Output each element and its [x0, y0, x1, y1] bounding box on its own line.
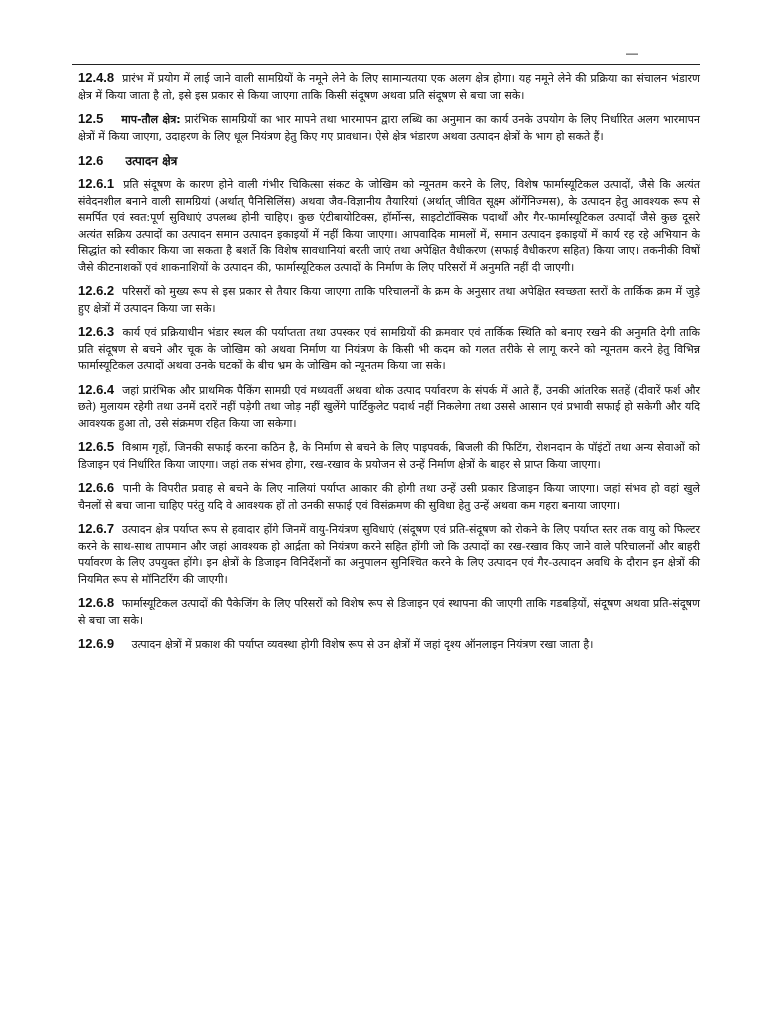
section-heading: उत्पादन क्षेत्र: [125, 154, 178, 168]
section-number: 12.6.6: [78, 480, 115, 495]
section-number: 12.6.8: [78, 595, 115, 610]
section-text: प्रारंभिक सामग्रियों का भार मापने तथा भारमापन द्वारा लब्धि का अनुमान का कार्य उनके उपयोग के लिए निर्धारित अलग भारमापन क्षेत्रों में किया जाएगा, उदाहरण के लिए धूल नियंत्रण हेतु किए गए प्रावधान। ऐसे क्षेत्र भंडारण अथवा उत्पादन क्षेत्रों के भाग हो सकते हैं।: [78, 113, 701, 143]
section-text: प्रति संदूषण के कारण होने वाली गंभीर चिकित्सा संकट के जोखिम को न्यूनतम करने के लिए, विशेष फार्मास्यूटिकल उत्पादों, जैसे कि अत्यंत संवेदनशील बनाने वाली सामग्रियां (अर्थात् पैनिसिलिंस) अथवा जैव-विज्ञानीय तैयारियां (अर्थात् जीवित सूक्ष्म ऑर्गेनिज्मस), के उत्पादन हेतु आवश्यक रूप से समर्पित एवं स्वत:पूर्ण सुविधाएं उपलब्ध होनी चाहिए। कुछ एंटीबायोटिक्स, हॉर्मोन्स, साइटोटॉक्सिक पदार्थों और गैर-फार्मास्यूटिकल उत्पादों जैसे कुछ दूसरे अत्यंत सक्रिय उत्पादों का उत्पादन समान उत्पादन इकाइयों में नहीं किया जाएगा। आपवादिक मामलों में, समान उत्पादन इकाइयों में कार्य रह रहे अभियान के सिद्धांत को स्वीकार किया जा सकता है बशर्ते कि विशेष सावधानियां बरती जाएं तथा अपेक्षित वैधीकरण (सफाई वैधीकरण सहित) किया जाए। तकनीकी विषों जैसे कीटनाशकों एवं शाकनाशियों के उत्पादन की, फार्मास्यूटिकल उत्पादों के निर्माण के लिए परिसरों में अनुमति नहीं दी जाएगी।: [78, 178, 700, 274]
section-text: विश्राम गृहों, जिनकी सफाई करना कठिन है, के निर्माण से बचने के लिए पाइपवर्क, बिजली की फिटिंग, रोशनदान के पॉइंटों तथा अन्य सेवाओं को डिजाइन एवं निर्धारित किया जाएगा। जहां तक संभव होगा, रख-रखाव के प्रयोजन से उन्हें निर्माण क्षेत्रों के बाहर से प्राप्त किया जाएगा।: [78, 441, 700, 471]
section-text: फार्मास्यूटिकल उत्पादों की पैकेजिंग के लिए परिसरों को विशेष रूप से डिजाइन एवं स्थापना की जाएगी ताकि गडबड़ियों, संदूषण अथवा प्रति-संदूषण से बचा जा सके।: [78, 597, 700, 627]
header-rule: [72, 64, 700, 65]
section-title: माप-तौल क्षेत्र:: [121, 113, 181, 126]
section-text: प्रारंभ में प्रयोग में लाई जाने वाली सामग्रियों के नमूने लेने के लिए सामान्यतया एक अलग क्षेत्र होगा। यह नमूने लेने की प्रक्रिया का संचालन भंडारण क्षेत्र में किया जाता है तो, इसे इस प्रकार से किया जाएगा ताकि किसी संदूषण अथवा प्रति संदूषण से बचा जा सके।: [78, 72, 701, 102]
section-text: उत्पादन क्षेत्रों में प्रकाश की पर्याप्त व्यवस्था होगी विशेष रूप से उन क्षेत्रों में जहां दृश्य ऑनलाइन नियंत्रण रखा जाता है।: [131, 638, 594, 651]
section-12-6-heading: [78, 152, 700, 170]
section-number: 12.6.7: [78, 521, 115, 536]
section-12-4-8: [78, 70, 700, 104]
section-number: 12.5: [78, 111, 104, 126]
section-text: पानी के विपरीत प्रवाह से बचने के लिए नालियां पर्याप्त आकार की होगी तथा उन्हें उसी प्रकार डिजाइन किया जाएगा। जहां संभव हो वहां खुले चैनलों से बचा जाना चाहिए परंतु यदि वे आवश्यक हों तो उनकी सफाई एवं विसंक्रमण की सुविधा हेतु उन्हें अथवा कम गहरा बनाया जाएगा।: [78, 482, 700, 512]
section-12-6-2: [78, 283, 700, 317]
section-number: 12.6.1: [78, 176, 115, 191]
section-number: 12.6: [78, 153, 104, 168]
section-12-6-1: [78, 176, 700, 276]
section-number: 12.6.4: [78, 381, 115, 397]
section-number: 12.6.2: [78, 283, 115, 298]
section-number: 12.4.8: [78, 70, 115, 85]
section-12-6-6: [78, 480, 700, 514]
section-12-6-8: [78, 595, 700, 629]
section-12-5: [78, 111, 700, 145]
section-text: उत्पादन क्षेत्र पर्याप्त रूप से हवादार होंगे जिनमें वायु-नियंत्रण सुविधाएं (संदूषण एवं प्रति-संदूषण को रोकने के लिए पर्याप्त स्तर तक वायु को फिल्टर करने के साथ-साथ तापमान और जहां आवश्यक हो आर्द्रता को नियंत्रण करने सहित होंगी जो कि उत्पादों का रख-रखाव किए जाने वाले परिचालनों और बाहरी पर्यावरण के लिए उपयुक्त होंगे। इन क्षेत्रों के डिजाइन विनिर्देशनों का अनुपालन सुनिश्चित करने के लिए उत्पादन एवं गैर-उत्पादन अवधि के दौरान इन क्षेत्रों की नियमित रूप से मॉनिटरिंग की जाएगी।: [78, 523, 701, 586]
document-body: [78, 70, 700, 661]
section-12-6-7: [78, 521, 700, 588]
section-12-6-3: [78, 324, 700, 375]
section-12-6-5: [78, 439, 700, 473]
section-number: 12.6.3: [78, 324, 115, 339]
section-number: 12.6.5: [78, 439, 115, 454]
section-12-6-4: [78, 382, 700, 433]
section-text: कार्य एवं प्रक्रियाधीन भंडार स्थल की पर्याप्तता तथा उपस्कर एवं सामग्रियों की क्रमवार एवं तार्किक स्थिति को बनाए रखने की अनुमति देगी ताकि प्रति संदूषण से बचने और चूक के जोखिम को अथवा निर्माण या नियंत्रण के किसी भी कदम को गलत तरीके से लागू करने को न्यूनतम करने हेतु विभिन्न फार्मास्यूटिकल उत्पादों अथवा उनके घटकों के बीच भ्रम के जोखिम को न्यूनतम किया जा सके।: [78, 326, 700, 372]
header-dash: —: [626, 46, 638, 60]
section-text: परिसरों को मुख्य रूप से इस प्रकार से तैयार किया जाएगा ताकि परिचालनों के क्रम के अनुसार तथा अपेक्षित स्वच्छता स्तरों के तार्किक क्रम में जुड़े हुए क्षेत्रों में उत्पादन किया जा सके।: [78, 285, 700, 315]
section-text: जहां प्रारंभिक और प्राथमिक पैकिंग सामग्री एवं मध्यवर्ती अथवा थोक उत्पाद पर्यावरण के संपर्क में आते हैं, उनकी आंतरिक सतहें (दीवारें फर्श और छते) मुलायम रहेगी तथा उनमें दरारें नहीं पड़ेगी तथा जोड़ नहीं खुलेंगे पार्टिकुलेट पदार्थ नहीं निकलेगा तथा उससे आसान एवं प्रभावी सफाई हो सकेगी और यदि आवश्यक हुआ तो, उसे संक्रमण रहित किया जा सकेगा।: [78, 383, 701, 430]
section-number: 12.6.9: [78, 636, 115, 651]
section-12-6-9: [78, 636, 700, 654]
